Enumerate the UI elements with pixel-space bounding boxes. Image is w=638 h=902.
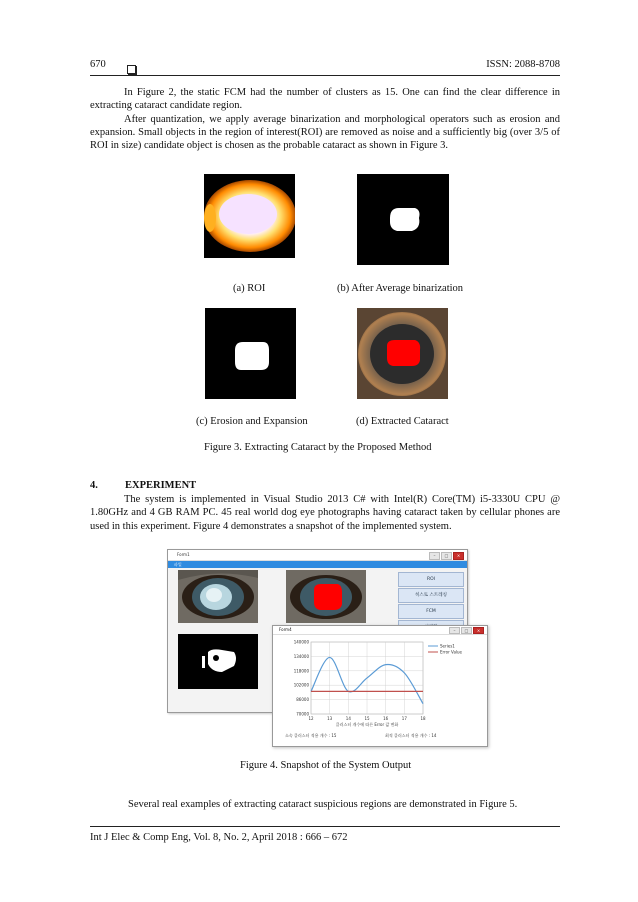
binary-result-image [178,634,258,689]
chart-minimize-button[interactable]: – [449,627,460,634]
histogram-stretch-button[interactable]: 히스토 스트레칭 [398,588,464,603]
header-rule [90,75,560,76]
intro-text [90,86,560,152]
x-tick-label: 17 [401,716,407,721]
chart-maximize-button[interactable]: □ [461,627,472,634]
menu-bar [168,561,467,568]
footer-citation: Int J Elec & Comp Eng, Vol. 8, No. 2, April 2018 : 666 – 672 [90,832,348,843]
figure3-caption: Figure 3. Extracting Cataract by the Proposed Method [204,442,432,453]
legend-error-label: Error Value [440,649,463,655]
maximize-button[interactable]: □ [441,552,452,560]
applied-cluster-count: 소속 클러스터 적용 개수 : 15 [285,733,337,738]
y-tick-label: 70000 [296,711,309,717]
legend-series1-label: Series1 [440,643,455,649]
closing-sentence: Several real examples of extracting cataract suspicious regions are demonstrated in Figure 5. [128,799,518,810]
binarized-image [357,174,449,265]
section-heading: EXPERIMENT [125,480,197,491]
figure4-caption: Figure 4. Snapshot of the System Output [240,760,412,771]
extracted-cataract-image [357,308,448,399]
footer-rule [90,826,560,827]
page-number: 670 [90,59,106,70]
roi-button[interactable]: ROI [398,572,464,587]
subcaption-a: (a) ROI [233,283,266,294]
x-axis-caption: 클러스터 개수에 따른 Error 값 변화 [335,722,399,727]
y-tick-label: 140000 [293,639,309,645]
x-tick-label: 18 [420,716,426,721]
app-titlebar [168,550,467,561]
original-eye-image [178,570,258,623]
y-tick-label: 118000 [293,668,309,674]
chart-window [272,625,488,747]
x-tick-label: 14 [345,716,351,721]
y-tick-label: 86000 [296,697,309,703]
subcaption-d: (d) Extracted Cataract [356,416,449,427]
roi-image [204,174,295,258]
x-tick-label: 13 [327,716,333,721]
subcaption-b: (b) After Average binarization [337,283,464,294]
x-tick-label: 15 [364,716,370,721]
erosion-expansion-image [205,308,296,399]
y-tick-label: 134000 [293,653,309,659]
minimize-button[interactable]: – [429,552,440,560]
issn: ISSN: 2088-8708 [486,59,560,70]
x-tick-label: 12 [308,716,314,721]
section-number: 4. [90,480,98,491]
chart-close-button[interactable]: × [473,627,484,634]
extracted-eye-image [286,570,366,623]
close-button[interactable]: × [453,552,464,560]
error-line-chart [273,634,487,734]
chart-window-title: Form4 [279,627,292,632]
subcaption-c: (c) Erosion and Expansion [196,416,308,427]
paragraph-1: In Figure 2, the static FCM had the number of clusters as 15. One can find the clear difference in extracting cataract candidate region. [90,87,560,112]
optimal-cluster-count: 최적 클러스터 적용 개수 : 14 [385,733,437,738]
section4-paragraph: The system is implemented in Visual Studio 2013 C# with Intel(R) Core(TM) i5-3330U CPU @ 1.80GHz and 4 GB RAM PC. 45 real world dog eye photographs having cataract taken by cellular phones are used in this experiment. Figure 4 demonstrates a snapshot of the implemented system. [90,494,560,532]
x-tick-label: 16 [383,716,389,721]
app-title: Form1 [177,552,190,557]
section4-body [90,493,560,533]
menu-file[interactable]: 파일 [174,562,182,567]
fcm-button[interactable]: FCM [398,604,464,619]
y-tick-label: 102000 [293,682,309,688]
paragraph-2: After quantization, we apply average binarization and morphological operators such as erosion and expansion. Small objects in the region of interest(ROI) are removed as noise and a sufficiently big (over 3/5 of ROI in size) candidate object is chosen as the probable cataract as shown in Figure 3. [90,113,560,152]
